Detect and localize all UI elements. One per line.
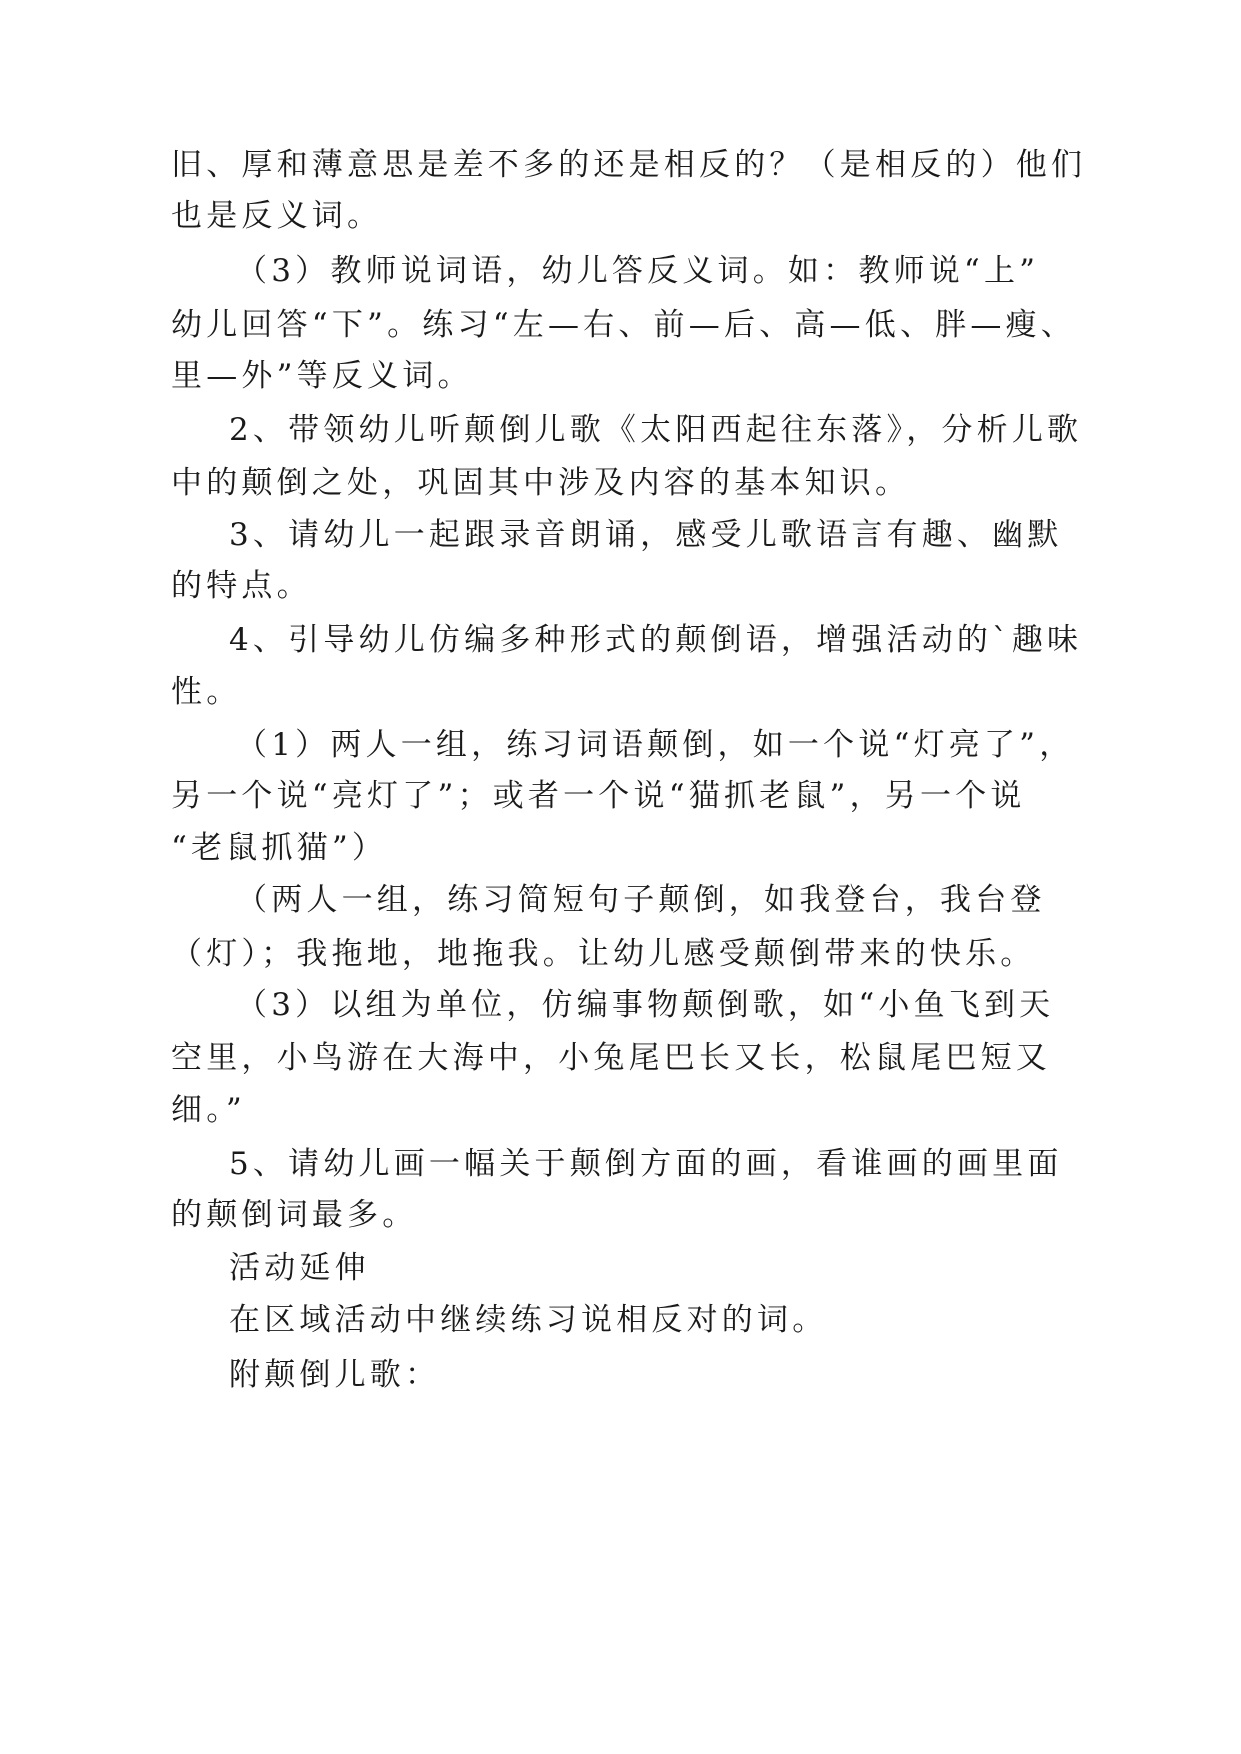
- text-line: 中的颠倒之处，巩固其中涉及内容的基本知识。: [171, 465, 911, 501]
- text-line: 3、请幼儿一起跟录音朗诵，感受儿歌语言有趣、幽默: [229, 517, 1063, 553]
- text-line: 性。: [171, 674, 242, 710]
- text-line: 幼儿回答“下”。练习“左—右、前—后、高—低、胖—瘦、: [171, 307, 1076, 343]
- text-line: 在区域活动中继续练习说相反对的词。: [229, 1302, 828, 1338]
- text-line: 细。”: [171, 1092, 246, 1128]
- text-line: （3）教师说词语，幼儿答反义词。如：教师说“上”: [236, 253, 1040, 289]
- text-line: 2、带领幼儿听颠倒儿歌《太阳西起往东落》，分析儿歌: [229, 412, 1083, 448]
- text-line: 的颠倒词最多。: [171, 1197, 418, 1233]
- text-line: （灯）；我拖地，地拖我。让幼儿感受颠倒带来的快乐。: [171, 936, 1036, 972]
- text-line: “老鼠抓猫”）: [171, 830, 388, 866]
- text-line: （1）两人一组，练习词语颠倒，如一个说“灯亮了”，: [236, 727, 1075, 763]
- text-line: 4、引导幼儿仿编多种形式的颠倒语，增强活动的`趣味: [229, 622, 1083, 658]
- text-line: （两人一组，练习简短句子颠倒，如我登台，我台登: [236, 882, 1046, 918]
- text-line: 附颠倒儿歌：: [229, 1357, 441, 1393]
- text-line: 里—外”等反义词。: [171, 358, 473, 394]
- section-heading: 活动延伸: [229, 1250, 370, 1286]
- text-line: 空里，小鸟游在大海中，小兔尾巴长又长，松鼠尾巴短又: [171, 1040, 1051, 1076]
- text-line: 5、请幼儿画一幅关于颠倒方面的画，看谁画的画里面: [229, 1146, 1063, 1182]
- text-line: 的特点。: [171, 568, 312, 604]
- text-line: 旧、厚和薄意思是差不多的还是相反的？（是相反的）他们: [171, 147, 1087, 183]
- text-line: （3）以组为单位，仿编事物颠倒歌，如“小鱼飞到天: [236, 987, 1055, 1023]
- text-line: 也是反义词。: [171, 198, 383, 234]
- text-line: 另一个说“亮灯了”；或者一个说“猫抓老鼠”，另一个说: [171, 778, 1026, 814]
